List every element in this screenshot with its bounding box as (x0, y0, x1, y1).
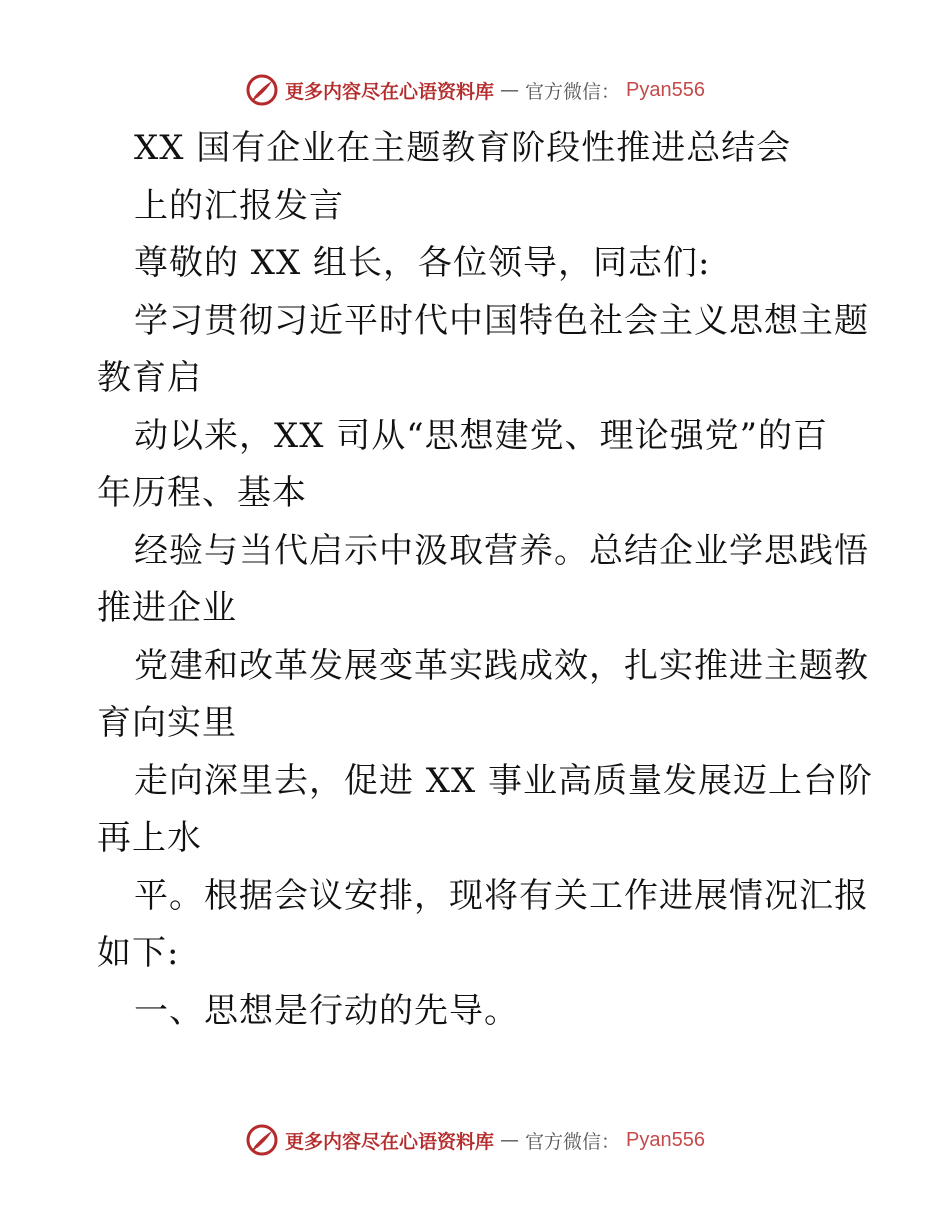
footer-banner-content (245, 1123, 705, 1157)
doc-line: 经验与当代启示中汲取营养。总结企业学思践悟 (134, 530, 869, 571)
doc-line: 育向实里 (97, 703, 237, 743)
doc-line: 再上水 (97, 818, 202, 858)
doc-line: 尊敬的 XX 组长，各位领导，同志们: (134, 243, 711, 283)
header-banner-content (245, 73, 705, 107)
quill-circle-logo-icon (245, 73, 279, 107)
doc-line: 年历程、基本 (97, 473, 307, 513)
doc-line: 上的汇报发言 (134, 185, 344, 226)
banner-wechat-id: Pyan556 (626, 1128, 705, 1151)
doc-line: 平。根据会议安排，现将有关工作进展情况汇报 (134, 875, 869, 916)
doc-line: XX 国有企业在主题教育阶段性推进总结会 (134, 128, 792, 168)
banner-sub-text: 官方微信： (525, 80, 621, 103)
doc-line: 如下: (97, 933, 180, 973)
banner-wechat-id: Pyan556 (626, 78, 705, 101)
footer-banner (0, 1120, 950, 1160)
doc-line: 动以来，XX 司从“思想建党、理论强党”的百 (134, 415, 828, 456)
doc-line: 教育启 (97, 358, 202, 398)
quill-circle-logo-icon (245, 1123, 279, 1157)
banner-sub-text: 官方微信： (525, 1130, 621, 1153)
doc-line: 推进企业 (97, 588, 237, 628)
banner-main-text: 更多内容尽在心语资料库 (285, 1130, 495, 1153)
banner-dash: — (500, 1129, 520, 1151)
header-banner (0, 70, 950, 110)
doc-line: 学习贯彻习近平时代中国特色社会主义思想主题 (134, 300, 869, 341)
document-body (97, 120, 874, 1040)
doc-line: 党建和改革发展变革实践成效，扎实推进主题教 (134, 645, 869, 686)
banner-dash: — (500, 79, 520, 101)
doc-line: 一、思想是行动的先导。 (134, 990, 519, 1031)
doc-line: 走向深里去，促进 XX 事业高质量发展迈上台阶 (134, 760, 874, 801)
banner-main-text: 更多内容尽在心语资料库 (285, 80, 495, 103)
